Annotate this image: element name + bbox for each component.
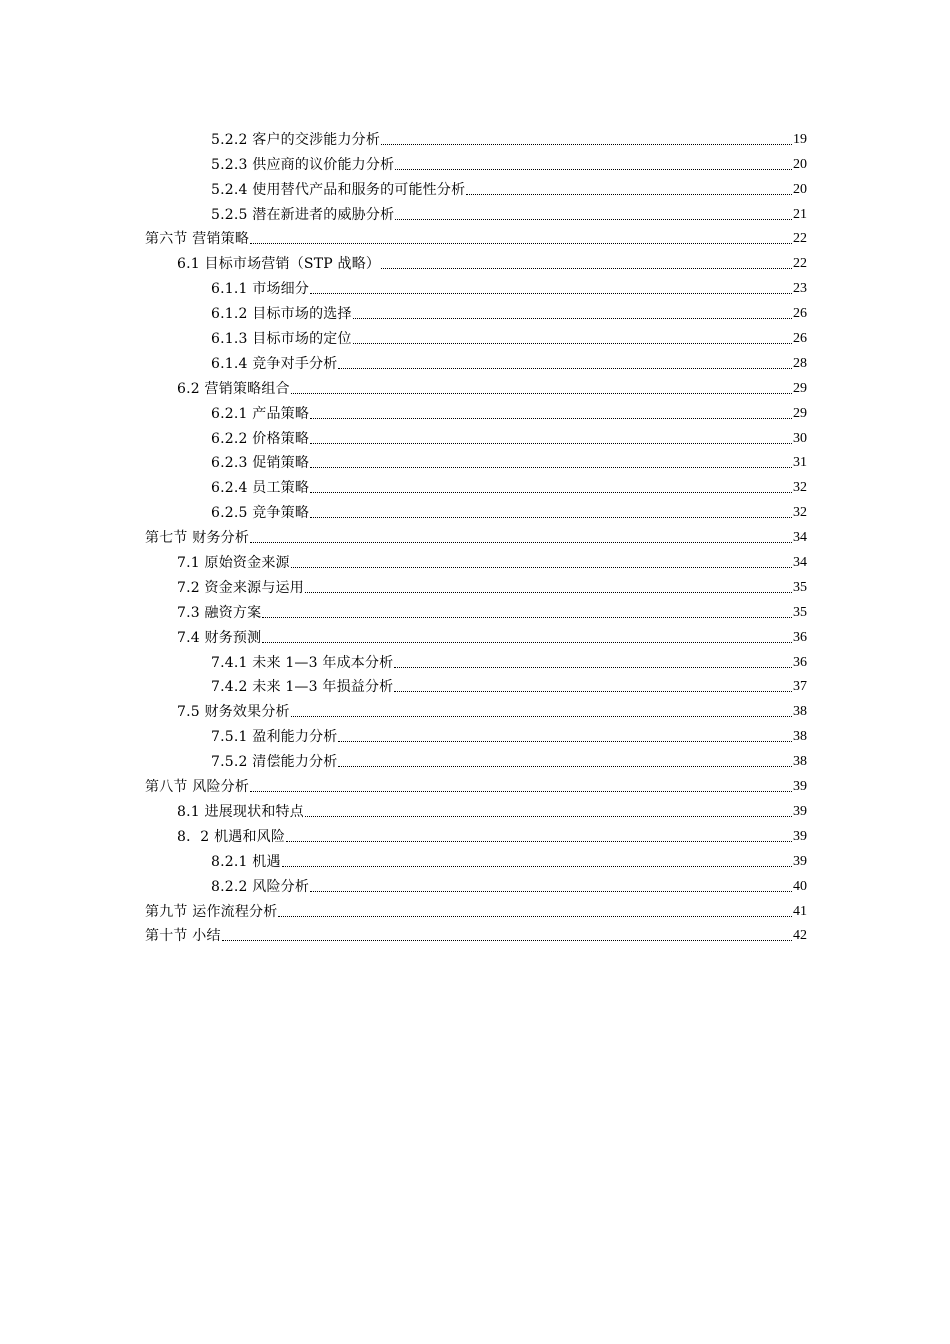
dot-leader	[262, 642, 792, 643]
toc-entry[interactable]	[145, 821, 807, 846]
dot-leader	[394, 667, 792, 668]
toc-entry[interactable]	[145, 248, 807, 273]
toc-entry[interactable]	[145, 572, 807, 597]
dot-leader	[466, 194, 792, 195]
toc-entry[interactable]	[145, 497, 807, 522]
toc-entry-title: 8.2.2 风险分析	[211, 878, 310, 895]
toc-entry[interactable]	[145, 448, 807, 473]
dot-leader	[250, 243, 792, 244]
toc-entry-title: 7.4 财务预测	[177, 629, 262, 646]
toc-entry-title: 7.2 资金来源与运用	[177, 579, 304, 596]
toc-page-number: 39	[793, 853, 807, 869]
toc-entry[interactable]	[145, 298, 807, 323]
dot-leader	[278, 916, 792, 917]
toc-page-number: 41	[793, 903, 807, 919]
toc-entry-title: 8.1 进展现状和特点	[177, 803, 304, 820]
toc-entry[interactable]	[145, 199, 807, 224]
toc-entry-title: 6.1.1 市场细分	[211, 281, 310, 298]
toc-page-number: 36	[793, 629, 807, 645]
toc-page-number: 42	[793, 928, 807, 944]
toc-entry[interactable]	[145, 174, 807, 199]
toc-page-number: 32	[793, 480, 807, 496]
toc-entry-title: 7.5.1 盈利能力分析	[211, 729, 338, 746]
dot-leader	[250, 542, 792, 543]
toc-entry[interactable]	[145, 273, 807, 298]
toc-page-number: 19	[793, 131, 807, 147]
toc-entry-title: 5.2.3 供应商的议价能力分析	[211, 156, 395, 173]
toc-entry-title: 8．2 机遇和风险	[177, 828, 286, 845]
toc-entry-title: 第九节 运作流程分析	[145, 903, 278, 920]
dot-leader	[310, 517, 792, 518]
toc-page-number: 34	[793, 555, 807, 571]
table-of-contents	[145, 124, 807, 945]
dot-leader	[286, 841, 792, 842]
dot-leader	[305, 592, 792, 593]
toc-entry-title: 6.2.5 竞争策略	[211, 505, 310, 522]
toc-entry-title: 第十节 小结	[145, 928, 221, 945]
toc-page-number: 36	[793, 654, 807, 670]
toc-entry[interactable]	[145, 696, 807, 721]
dot-leader	[394, 691, 792, 692]
toc-page-number: 38	[793, 704, 807, 720]
dot-leader	[291, 716, 792, 717]
toc-entry[interactable]	[145, 547, 807, 572]
toc-entry-title: 第八节 风险分析	[145, 779, 250, 796]
toc-entry[interactable]	[145, 149, 807, 174]
toc-page-number: 30	[793, 430, 807, 446]
dot-leader	[305, 816, 792, 817]
toc-page-number: 20	[793, 181, 807, 197]
dot-leader	[291, 567, 792, 568]
toc-page-number: 40	[793, 878, 807, 894]
toc-entry-title: 6.1.4 竞争对手分析	[211, 355, 338, 372]
dot-leader	[338, 368, 792, 369]
toc-entry[interactable]	[145, 124, 807, 149]
toc-entry[interactable]	[145, 846, 807, 871]
toc-page-number: 32	[793, 505, 807, 521]
toc-entry[interactable]	[145, 771, 807, 796]
dot-leader	[310, 293, 792, 294]
toc-entry-title: 5.2.5 潜在新进者的威胁分析	[211, 206, 395, 223]
dot-leader	[353, 343, 792, 344]
toc-entry[interactable]	[145, 373, 807, 398]
toc-entry[interactable]	[145, 423, 807, 448]
toc-entry-title: 6.2.3 促销策略	[211, 455, 310, 472]
toc-entry[interactable]	[145, 796, 807, 821]
dot-leader	[310, 418, 792, 419]
toc-entry[interactable]	[145, 746, 807, 771]
toc-entry-title: 5.2.4 使用替代产品和服务的可能性分析	[211, 181, 466, 198]
dot-leader	[310, 467, 792, 468]
toc-entry-title: 7.5 财务效果分析	[177, 704, 290, 721]
toc-page-number: 26	[793, 331, 807, 347]
toc-entry-title: 第六节 营销策略	[145, 231, 250, 248]
toc-page-number: 35	[793, 579, 807, 595]
toc-page-number: 38	[793, 729, 807, 745]
toc-entry-title: 7.1 原始资金来源	[177, 555, 290, 572]
dot-leader	[338, 766, 792, 767]
dot-leader	[282, 866, 792, 867]
dot-leader	[381, 144, 792, 145]
toc-page-number: 23	[793, 281, 807, 297]
toc-entry-title: 6.2 营销策略组合	[177, 380, 290, 397]
toc-entry-title: 7.4.1 未来 1—3 年成本分析	[211, 654, 394, 671]
toc-entry-title: 6.2.1 产品策略	[211, 405, 310, 422]
toc-entry-title: 5.2.2 客户的交涉能力分析	[211, 131, 381, 148]
dot-leader	[395, 219, 792, 220]
toc-entry[interactable]	[145, 721, 807, 746]
dot-leader	[310, 891, 792, 892]
toc-entry[interactable]	[145, 921, 807, 946]
toc-entry-title: 7.3 融资方案	[177, 604, 262, 621]
dot-leader	[291, 393, 792, 394]
toc-page-number: 34	[793, 530, 807, 546]
dot-leader	[381, 268, 792, 269]
toc-entry[interactable]	[145, 871, 807, 896]
toc-page-number: 29	[793, 405, 807, 421]
toc-page-number: 21	[793, 206, 807, 222]
dot-leader	[395, 169, 792, 170]
toc-page-number: 22	[793, 231, 807, 247]
toc-page-number: 20	[793, 156, 807, 172]
toc-entry[interactable]	[145, 672, 807, 697]
toc-page-number: 29	[793, 380, 807, 396]
toc-page-number: 28	[793, 355, 807, 371]
dot-leader	[222, 940, 792, 941]
dot-leader	[262, 617, 792, 618]
toc-entry-title: 7.4.2 未来 1—3 年损益分析	[211, 679, 394, 696]
toc-entry[interactable]	[145, 323, 807, 348]
toc-entry[interactable]	[145, 622, 807, 647]
toc-entry-title: 6.1 目标市场营销（STP 战略）	[177, 256, 381, 273]
dot-leader	[310, 443, 792, 444]
toc-entry[interactable]	[145, 597, 807, 622]
toc-page-number: 26	[793, 306, 807, 322]
toc-page-number: 39	[793, 803, 807, 819]
dot-leader	[338, 741, 792, 742]
toc-entry-title: 6.2.2 价格策略	[211, 430, 310, 447]
toc-entry[interactable]	[145, 522, 807, 547]
toc-entry-title: 8.2.1 机遇	[211, 853, 281, 870]
toc-entry[interactable]	[145, 224, 807, 249]
toc-page-number: 35	[793, 604, 807, 620]
toc-page-number: 39	[793, 779, 807, 795]
toc-entry-title: 6.1.3 目标市场的定位	[211, 331, 352, 348]
toc-entry[interactable]	[145, 896, 807, 921]
toc-entry[interactable]	[145, 472, 807, 497]
toc-page-number: 37	[793, 679, 807, 695]
dot-leader	[250, 791, 792, 792]
dot-leader	[310, 492, 792, 493]
toc-entry-title: 第七节 财务分析	[145, 530, 250, 547]
toc-entry[interactable]	[145, 348, 807, 373]
toc-page-number: 31	[793, 455, 807, 471]
toc-entry[interactable]	[145, 398, 807, 423]
dot-leader	[353, 318, 792, 319]
toc-entry-title: 7.5.2 清偿能力分析	[211, 754, 338, 771]
toc-entry[interactable]	[145, 647, 807, 672]
toc-entry-title: 6.2.4 员工策略	[211, 480, 310, 497]
toc-page-number: 39	[793, 828, 807, 844]
toc-page-number: 38	[793, 754, 807, 770]
toc-entry-title: 6.1.2 目标市场的选择	[211, 306, 352, 323]
toc-page-number: 22	[793, 256, 807, 272]
